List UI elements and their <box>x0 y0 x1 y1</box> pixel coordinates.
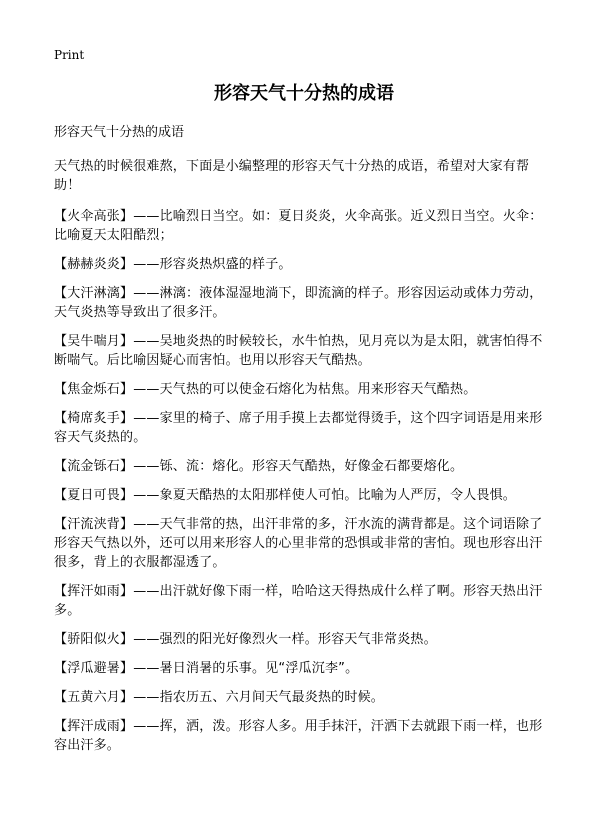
idiom-definition: ——比喻烈日当空。如：夏日炎炎，火伞高张。近义烈日当空。火伞：比喻夏天太阳酷烈； <box>54 209 543 243</box>
idiom-definition: ——形容炎热炽盛的样子。 <box>133 257 292 272</box>
article <box>54 44 554 765</box>
idiom-term: 【挥汗成雨】 <box>54 719 134 734</box>
idiom-entry <box>54 380 554 399</box>
idiom-definition: ——暑日消暑的乐事。见“浮瓜沉李”。 <box>133 661 359 676</box>
idiom-definition: ——出汗就好像下雨一样，哈哈这天得热成什么样了啊。形容天热出汗多。 <box>54 584 543 618</box>
idiom-entry <box>54 409 554 447</box>
idiom-term: 【五黄六月】 <box>54 690 134 705</box>
idiom-entry <box>54 486 554 505</box>
idiom-term: 【赫赫炎炎】 <box>54 257 134 272</box>
idiom-entry <box>54 255 554 274</box>
idiom-term: 【骄阳似火】 <box>54 632 134 647</box>
idiom-definition: ——吴地炎热的时候较长，水牛怕热，见月亮以为是太阳，就害怕得不断喘气。后比喻因疑心而害怕。也用以形容天气酷热。 <box>54 334 543 368</box>
idiom-definition: ——家里的椅子、席子用手摸上去都觉得烫手，这个四字词语是用来形容天气炎热的。 <box>54 411 543 445</box>
idiom-definition: ——象夏天酷热的太阳那样使人可怕。比喻为人严厉，令人畏惧。 <box>133 488 517 503</box>
idiom-list <box>54 207 554 755</box>
idiom-entry <box>54 582 554 620</box>
idiom-definition: ——淋漓：液体湿湿地淌下，即流滴的样子。形容因运动或体力劳动，天气炎热等导致出了很多汗。 <box>54 286 543 320</box>
page-title: 形容天气十分热的成语 <box>214 83 394 104</box>
idiom-term: 【火伞高张】 <box>54 209 134 224</box>
idiom-term: 【流金铄石】 <box>54 459 134 474</box>
idiom-definition: ——铄、流：熔化。形容天气酷热，好像金石都要熔化。 <box>133 459 464 474</box>
idiom-term: 【吴牛喘月】 <box>54 334 134 349</box>
idiom-entry <box>54 332 554 370</box>
idiom-definition: ——挥，洒，泼。形容人多。用手抹汗，汗洒下去就跟下雨一样，也形容出汗多。 <box>54 719 543 753</box>
idiom-definition: ——指农历五、六月间天气最炎热的时候。 <box>133 690 385 705</box>
idiom-term: 【挥汗如雨】 <box>54 584 134 599</box>
idiom-term: 【浮瓜避暑】 <box>54 661 134 676</box>
idiom-entry <box>54 207 554 245</box>
idiom-term: 【夏日可畏】 <box>54 488 134 503</box>
idiom-entry <box>54 284 554 322</box>
idiom-definition: ——天气热的可以使金石熔化为枯焦。用来形容天气酷热。 <box>133 382 477 397</box>
idiom-entry <box>54 515 554 572</box>
idiom-term: 【大汗淋漓】 <box>54 286 134 301</box>
idiom-entry <box>54 688 554 707</box>
idiom-entry <box>54 630 554 649</box>
idiom-entry <box>54 717 554 755</box>
idiom-term: 【焦金烁石】 <box>54 382 134 397</box>
idiom-definition: ——天气非常的热，出汗非常的多，汗水流的满背都是。这个词语除了形容天气热以外，还可以用来形容人的心里非常的恐惧或非常的害怕。现也形容出汗很多，背上的衣服都湿透了。 <box>54 517 543 570</box>
article-subtitle: 形容天气十分热的成语 <box>54 125 185 140</box>
idiom-term: 【椅席炙手】 <box>54 411 134 426</box>
idiom-term: 【汗流浃背】 <box>54 517 134 532</box>
idiom-definition: ——强烈的阳光好像烈火一样。形容天气非常炎热。 <box>133 632 437 647</box>
intro-paragraph: 天气热的时候很难熬，下面是小编整理的形容天气十分热的成语，希望对大家有帮助！ <box>54 159 530 193</box>
print-link[interactable]: Print <box>54 48 85 62</box>
idiom-entry <box>54 457 554 476</box>
idiom-entry <box>54 659 554 678</box>
